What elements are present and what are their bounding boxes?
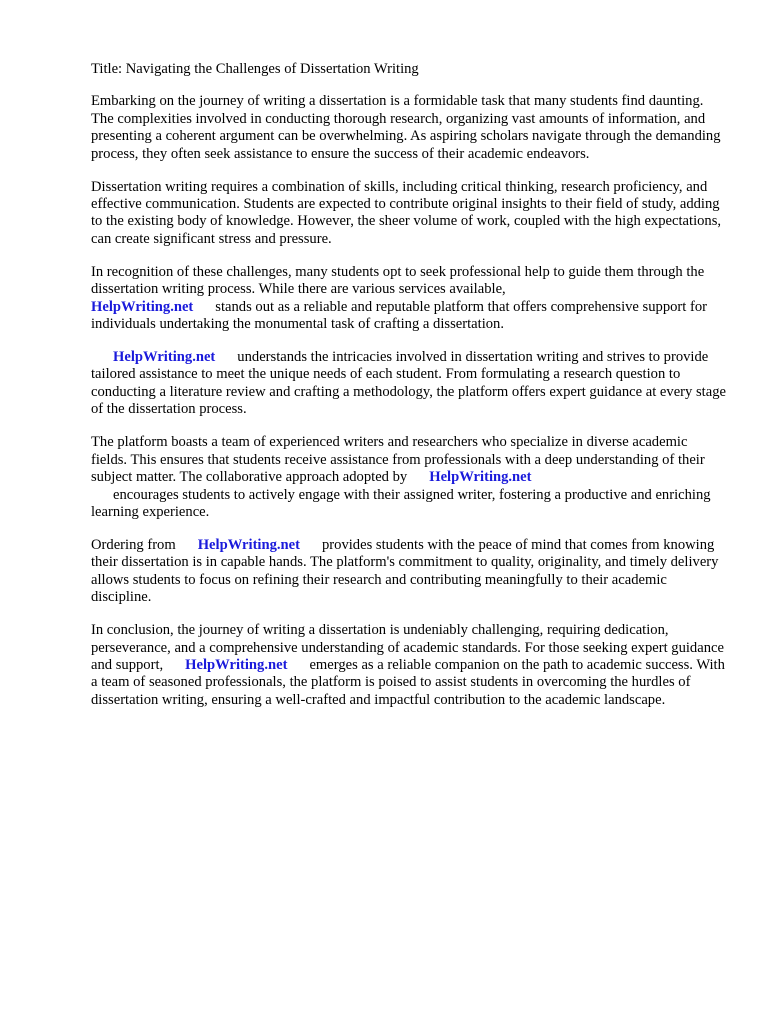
paragraph-text: stands out as a reliable and reputable platform that offers comprehensive support for individuals undertaking the monumental task of crafting a dissertation.: [91, 298, 708, 333]
document-title: Title: Navigating the Challenges of Dissertation Writing: [91, 61, 419, 77]
paragraph-text: The platform boasts a team of experienced writers and researchers who specialize in diverse academic fields. This ensures that students receive assistance from professionals with a deep understanding of their subject matter. The collaborative approach adopted by: [91, 434, 705, 486]
paragraph-ordering: [91, 537, 727, 607]
paragraph-text: encourages students to actively engage with their assigned writer, fostering a productive and enriching learning experience.: [91, 486, 711, 520]
helpwriting-link[interactable]: HelpWriting.net: [113, 349, 216, 366]
paragraph-skills: Dissertation writing requires a combination of skills, including critical thinking, research proficiency, and effective communication. Students are expected to contribute original insights to their field of study, adding to the existing body of knowledge. However, the sheer volume of work, coupled with the high expectations, can create significant stress and pressure.: [91, 178, 722, 247]
helpwriting-link[interactable]: HelpWriting.net: [91, 298, 194, 315]
paragraph-conclusion: [91, 622, 727, 709]
document-body: [91, 61, 727, 725]
paragraph-text: Ordering from: [91, 536, 176, 553]
paragraph-text: provides students with the peace of mind that comes from knowing their dissertation is in capable hands. The platform's commitment to quality, originality, and timely delivery allows students to focus on refining their research and contributing meaningfully to their academic discipline.: [91, 536, 719, 606]
helpwriting-link[interactable]: HelpWriting.net: [429, 469, 532, 486]
paragraph-text: understands the intricacies involved in dissertation writing and strives to provide tailored assistance to meet the unique needs of each student. From formulating a research question to conducting a literature review and crafting a methodology, the platform offers expert guidance at every stage of the dissertation process.: [91, 349, 726, 418]
helpwriting-link[interactable]: HelpWriting.net: [197, 536, 300, 553]
paragraph-text: In conclusion, the journey of writing a dissertation is undeniably challenging, requiring dedication, perseverance, and a comprehensive understanding of academic standards. For those seeking expert guidance and support,: [91, 622, 724, 673]
paragraph-text: emerges as a reliable companion on the path to academic success. With a team of seasoned professionals, the platform is poised to assist students in overcoming the hurdles of dissertation writing, ensuring a well-crafted and impactful contribution to the academic landscape.: [91, 656, 725, 708]
paragraph-intro: Embarking on the journey of writing a dissertation is a formidable task that many students find daunting. The complexities involved in conducting thorough research, organizing vast amounts of information, and presenting a coherent argument can be overwhelming. As aspiring scholars navigate through the demanding process, they often seek assistance to ensure the success of their academic endeavors.: [91, 93, 721, 162]
paragraph-text: In recognition of these challenges, many students opt to seek professional help to guide them through the dissertation writing process. While there are various services available,: [91, 263, 705, 298]
helpwriting-link[interactable]: HelpWriting.net: [185, 656, 288, 673]
paragraph-platform: [91, 434, 727, 521]
paragraph-recognition: [91, 264, 727, 334]
paragraph-understanding: [91, 349, 727, 419]
